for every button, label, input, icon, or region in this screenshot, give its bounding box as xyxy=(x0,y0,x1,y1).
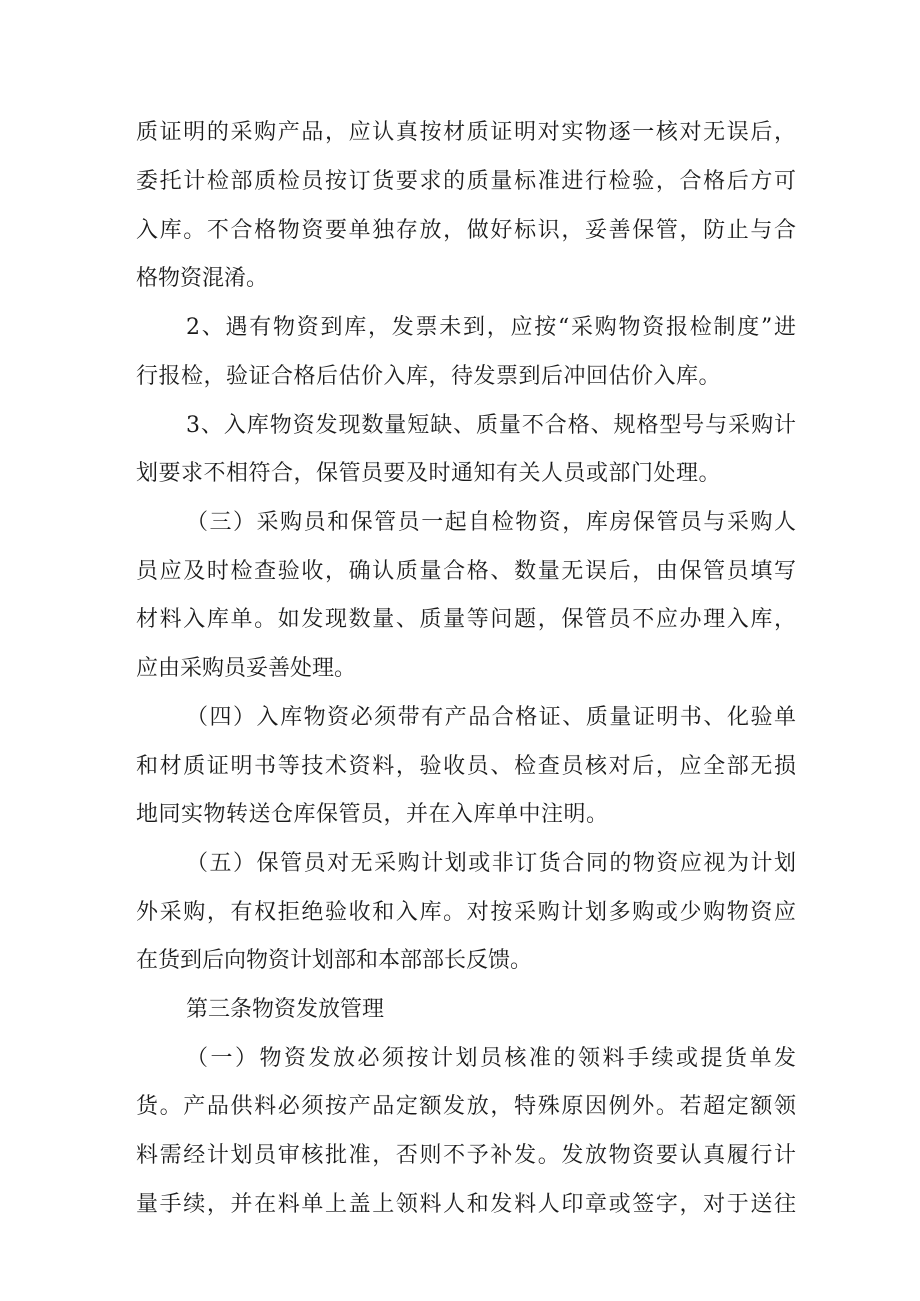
text-line: 和材质证明书等技术资料，验收员、检查员核对后，应全部无损 xyxy=(136,754,796,779)
text-line: 员应及时检查验收，确认质量合格、数量无误后，由保管员填写 xyxy=(136,559,796,584)
text-line: 3、入库物资发现数量短缺、质量不合格、规格型号与采购计 xyxy=(186,413,796,438)
text-line: （一）物资发放必须按计划员核准的领料手续或提货单发 xyxy=(186,1046,796,1071)
text-line: 委托计检部质检员按订货要求的质量标准进行检验，合格后方可 xyxy=(136,169,796,194)
text-line: 地同实物转送仓库保管员，并在入库单中注明。 xyxy=(136,802,609,827)
text-line: （三）采购员和保管员一起自检物资，库房保管员与采购人 xyxy=(186,510,796,535)
text-line: 料需经计划员审核批准，否则不予补发。发放物资要认真履行计 xyxy=(136,1143,796,1168)
text-line: （五）保管员对无采购计划或非订货合同的物资应视为计划 xyxy=(186,851,796,876)
text-line: 量手续，并在料单上盖上领料人和发料人印章或签字，对于送往 xyxy=(136,1192,796,1217)
text-line: 材料入库单。如发现数量、质量等问题，保管员不应办理入库， xyxy=(136,607,796,632)
text-line: 划要求不相符合，保管员要及时通知有关人员或部门处理。 xyxy=(136,461,722,486)
text-line: 2、遇有物资到库，发票未到，应按“采购物资报检制度”进 xyxy=(186,315,796,340)
text-line: 质证明的采购产品，应认真按材质证明对实物逐一核对无误后， xyxy=(136,120,796,145)
text-line: 行报检，验证合格后估价入库，待发票到后冲回估价入库。 xyxy=(136,364,722,389)
text-line: （四）入库物资必须带有产品合格证、质量证明书、化验单 xyxy=(186,705,796,730)
text-line: 入库。不合格物资要单独存放，做好标识，妥善保管，防止与合 xyxy=(136,218,796,243)
text-line: 外采购，有权拒绝验收和入库。对按采购计划多购或少购物资应 xyxy=(136,900,796,925)
text-line: 应由采购员妥善处理。 xyxy=(136,656,357,681)
text-line: 在货到后向物资计划部和本部部长反馈。 xyxy=(136,948,533,973)
section-heading: 第三条物资发放管理 xyxy=(186,997,385,1022)
text-line: 货。产品供料必须按产品定额发放，特殊原因例外。若超定额领 xyxy=(136,1094,796,1119)
text-line: 格物资混淆。 xyxy=(136,266,269,291)
